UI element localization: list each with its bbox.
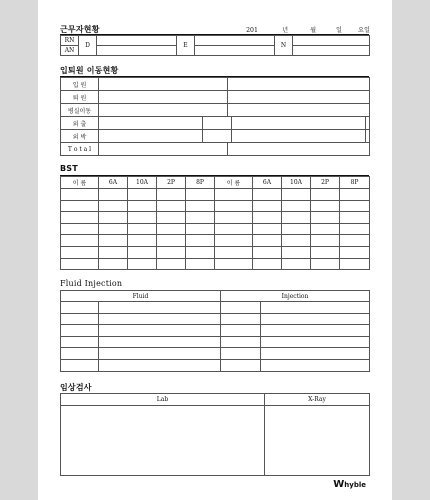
bst-cell[interactable] [253,223,282,235]
bst-cell[interactable] [99,223,128,235]
movement-cell[interactable] [228,91,370,104]
bst-cell[interactable] [215,235,253,247]
bst-cell[interactable] [99,189,128,201]
bst-cell[interactable] [340,258,370,270]
clinical-table [60,393,370,476]
fluid-cell[interactable] [261,302,370,314]
bst-row [61,223,370,235]
clinical-title: 임상검사 [60,383,92,392]
bst-cell[interactable] [157,212,186,224]
fluid-cell[interactable] [221,336,261,348]
movement-table [60,77,370,156]
fluid-cell[interactable] [99,302,221,314]
bst-cell[interactable] [340,235,370,247]
movement-label: 입 원 [61,78,99,91]
bst-cell[interactable] [128,223,157,235]
fluid-table [60,290,370,372]
fluid-cell[interactable] [99,325,221,337]
fluid-cell[interactable] [99,348,221,360]
fluid-cell[interactable] [221,313,261,325]
movement-cell[interactable] [99,91,228,104]
bst-cell[interactable] [282,235,311,247]
movement-cell[interactable] [99,143,228,156]
bst-cell[interactable] [186,212,215,224]
shift-n: N [275,36,293,56]
bst-cell[interactable] [99,235,128,247]
bst-cell[interactable] [99,246,128,258]
bst-row [61,189,370,201]
movement-cell[interactable] [366,130,370,143]
fluid-row [61,302,370,314]
work-title: 근무자현황 [60,25,100,34]
work-cell[interactable] [97,36,177,46]
movement-cell[interactable] [99,104,228,117]
bst-cell[interactable] [215,189,253,201]
bst-cell[interactable] [253,258,282,270]
movement-cell[interactable] [366,117,370,130]
date-weekday-unit: 요일 [358,27,370,34]
bst-cell[interactable] [157,258,186,270]
bst-cell[interactable] [99,258,128,270]
xray-header: X-Ray [265,394,370,406]
bst-cell[interactable] [340,200,370,212]
fluid-cell[interactable] [61,336,99,348]
movement-cell[interactable] [232,117,366,130]
bst-header: 8P [186,177,215,189]
fluid-cell[interactable] [61,302,99,314]
fluid-row [61,359,370,371]
movement-cell[interactable] [203,117,232,130]
bst-row [61,212,370,224]
work-cell[interactable] [293,46,370,56]
bst-cell[interactable] [215,223,253,235]
bst-cell[interactable] [253,200,282,212]
bst-header-row [61,177,370,189]
bst-cell[interactable] [215,258,253,270]
movement-cell[interactable] [228,104,370,117]
movement-cell[interactable] [232,130,366,143]
bst-cell[interactable] [253,246,282,258]
bst-cell[interactable] [282,258,311,270]
bst-cell[interactable] [186,246,215,258]
bst-cell[interactable] [61,235,99,247]
work-cell[interactable] [293,36,370,46]
form-page [38,0,392,500]
bst-cell[interactable] [61,246,99,258]
fluid-cell[interactable] [261,325,370,337]
bst-header: 10A [128,177,157,189]
bst-header: 이 름 [61,177,99,189]
bst-cell[interactable] [311,223,340,235]
fluid-row [61,325,370,337]
bst-header: 8P [340,177,370,189]
bst-row [61,246,370,258]
bst-cell[interactable] [157,200,186,212]
fluid-row [61,336,370,348]
bst-cell[interactable] [157,223,186,235]
fluid-cell[interactable] [221,302,261,314]
bst-cell[interactable] [99,200,128,212]
bst-header: 2P [311,177,340,189]
bst-cell[interactable] [253,212,282,224]
bst-cell[interactable] [61,212,99,224]
bst-cell[interactable] [61,200,99,212]
work-cell[interactable] [97,46,177,56]
fluid-cell[interactable] [61,348,99,360]
bst-cell[interactable] [157,235,186,247]
fluid-row [61,313,370,325]
fluid-cell[interactable] [261,348,370,360]
movement-cell[interactable] [99,130,203,143]
bst-cell[interactable] [311,200,340,212]
work-row-label: AN [61,46,79,56]
bst-header: 6A [99,177,128,189]
movement-cell[interactable] [99,78,228,91]
fluid-title: Fluid Injection [60,279,123,288]
fluid-cell[interactable] [221,348,261,360]
fluid-cell[interactable] [99,336,221,348]
movement-label: 외 출 [61,117,99,130]
date-year-unit: 년 [282,27,289,34]
fluid-cell[interactable] [61,313,99,325]
movement-title: 입퇴원 이동현황 [60,66,119,75]
bst-header: 10A [282,177,311,189]
logo-mark: W [333,479,345,490]
bst-cell[interactable] [282,189,311,201]
bst-cell[interactable] [128,235,157,247]
movement-label: 외 박 [61,130,99,143]
date-month-unit: 월 [310,27,317,34]
bst-cell[interactable] [61,189,99,201]
bst-table [60,176,370,270]
bst-cell[interactable] [282,223,311,235]
bst-cell[interactable] [61,223,99,235]
fluid-cell[interactable] [261,359,370,371]
bst-cell[interactable] [340,246,370,258]
fluid-cell[interactable] [99,313,221,325]
bst-cell[interactable] [311,258,340,270]
bst-cell[interactable] [186,258,215,270]
bst-cell[interactable] [311,189,340,201]
xray-area[interactable] [265,406,370,476]
bst-cell[interactable] [215,212,253,224]
fluid-cell[interactable] [61,359,99,371]
lab-area[interactable] [61,406,265,476]
fluid-cell[interactable] [221,359,261,371]
bst-header: 이 름 [215,177,253,189]
bst-row [61,200,370,212]
bst-cell[interactable] [99,212,128,224]
movement-label: 병실이동 [61,104,99,117]
bst-cell[interactable] [340,212,370,224]
bst-cell[interactable] [128,212,157,224]
movement-label: 퇴 원 [61,91,99,104]
bst-cell[interactable] [282,246,311,258]
movement-cell[interactable] [99,117,203,130]
shift-d: D [79,36,97,56]
bst-header: 6A [253,177,282,189]
date-line [246,25,370,34]
bst-cell[interactable] [282,212,311,224]
lab-header: Lab [61,394,265,406]
bst-cell[interactable] [128,189,157,201]
bst-cell[interactable] [340,189,370,201]
bst-row [61,258,370,270]
work-row-label: RN [61,36,79,46]
bst-cell[interactable] [311,246,340,258]
bst-cell[interactable] [157,189,186,201]
bst-cell[interactable] [253,189,282,201]
movement-cell[interactable] [228,78,370,91]
movement-label: T o t a l [61,143,99,156]
fluid-cell[interactable] [61,325,99,337]
date-day-unit: 일 [336,27,343,34]
bst-cell[interactable] [340,223,370,235]
bst-cell[interactable] [186,235,215,247]
injection-header: Injection [221,291,370,302]
bst-cell[interactable] [186,189,215,201]
date-year: 201 [246,27,258,34]
bst-cell[interactable] [128,246,157,258]
bst-cell[interactable] [311,212,340,224]
bst-cell[interactable] [128,200,157,212]
bst-cell[interactable] [215,200,253,212]
work-cell[interactable] [195,46,275,56]
logo-text: hyble [344,481,366,489]
bst-title: BST [60,164,78,173]
fluid-cell[interactable] [99,359,221,371]
bst-cell[interactable] [186,200,215,212]
bst-cell[interactable] [157,246,186,258]
bst-cell[interactable] [215,246,253,258]
fluid-cell[interactable] [221,325,261,337]
fluid-header-row [61,291,370,302]
bst-row [61,235,370,247]
bst-cell[interactable] [253,235,282,247]
fluid-row [61,348,370,360]
shift-e: E [177,36,195,56]
fluid-cell[interactable] [261,336,370,348]
work-cell[interactable] [195,36,275,46]
brand-logo [333,479,366,490]
bst-cell[interactable] [282,200,311,212]
bst-header: 2P [157,177,186,189]
bst-cell[interactable] [186,223,215,235]
fluid-header: Fluid [61,291,221,302]
movement-cell[interactable] [203,130,232,143]
bst-cell[interactable] [311,235,340,247]
fluid-cell[interactable] [261,313,370,325]
bst-cell[interactable] [61,258,99,270]
work-table [60,35,370,56]
bst-cell[interactable] [128,258,157,270]
movement-cell[interactable] [228,143,370,156]
